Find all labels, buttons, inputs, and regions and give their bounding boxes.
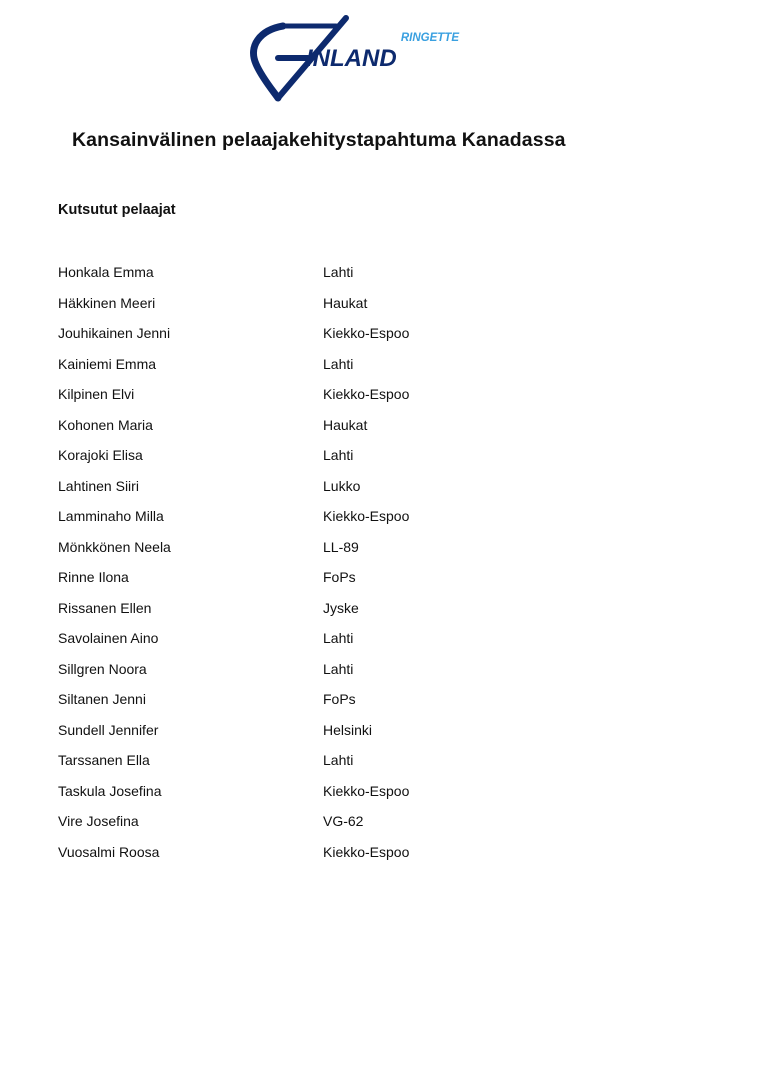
player-club: Lahti xyxy=(323,630,354,646)
list-item xyxy=(58,782,618,813)
list-item xyxy=(58,446,618,477)
player-name: Lahtinen Siiri xyxy=(58,477,139,494)
list-item xyxy=(58,690,618,721)
logo-small-text: RINGETTE xyxy=(400,32,459,44)
player-name: Mönkkönen Neela xyxy=(58,538,171,555)
player-club: Haukat xyxy=(323,294,368,311)
player-name: Siltanen Jenni xyxy=(58,691,146,707)
player-name: Vire Josefina xyxy=(58,813,139,829)
player-club: Lukko xyxy=(323,477,361,494)
player-club: VG-62 xyxy=(323,813,364,829)
list-item xyxy=(58,355,618,386)
player-name: Häkkinen Meeri xyxy=(58,294,156,311)
list-item xyxy=(58,812,618,843)
player-club: Lahti xyxy=(323,355,354,372)
list-item xyxy=(58,385,618,416)
section-subtitle: Kutsutut pelaajat xyxy=(58,202,176,218)
player-club: Haukat xyxy=(323,416,368,433)
list-item xyxy=(58,843,618,874)
player-list xyxy=(58,263,618,873)
player-club: Kiekko-Espoo xyxy=(323,508,410,524)
list-item xyxy=(58,477,618,508)
player-name: Tarssanen Ella xyxy=(58,752,150,768)
player-name: Taskula Josefina xyxy=(58,782,162,799)
player-club: Kiekko-Espoo xyxy=(323,843,410,860)
list-item xyxy=(58,324,618,355)
player-club: LL-89 xyxy=(323,538,359,555)
player-club: Lahti xyxy=(323,660,354,677)
player-club: Jyske xyxy=(323,599,359,616)
list-item xyxy=(58,599,618,630)
player-club: Lahti xyxy=(323,752,354,768)
player-club: Helsinki xyxy=(323,721,373,738)
player-name: Sundell Jennifer xyxy=(58,721,159,738)
list-item xyxy=(58,721,618,752)
player-club: Lahti xyxy=(323,264,354,280)
player-club: Kiekko-Espoo xyxy=(323,325,410,341)
player-name: Kainiemi Emma xyxy=(58,355,157,372)
player-name: Sillgren Noora xyxy=(58,660,147,677)
ringette-finland-logo xyxy=(248,14,464,104)
player-name: Rissanen Ellen xyxy=(58,599,152,616)
player-name: Kohonen Maria xyxy=(58,416,153,433)
list-item xyxy=(58,538,618,569)
player-club: FoPs xyxy=(323,691,356,707)
player-name: Korajoki Elisa xyxy=(58,447,143,463)
player-name: Kilpinen Elvi xyxy=(58,386,135,402)
list-item xyxy=(58,568,618,599)
logo-main-text: INLAND xyxy=(306,45,397,72)
player-club: Lahti xyxy=(323,447,354,463)
player-name: Honkala Emma xyxy=(58,264,154,280)
player-club: FoPs xyxy=(323,569,356,585)
list-item xyxy=(58,416,618,447)
ringette-finland-logo-icon xyxy=(248,14,464,104)
list-item xyxy=(58,294,618,325)
list-item xyxy=(58,751,618,782)
list-item xyxy=(58,507,618,538)
player-club: Kiekko-Espoo xyxy=(323,782,410,799)
player-name: Jouhikainen Jenni xyxy=(58,325,171,341)
player-name: Lamminaho Milla xyxy=(58,508,164,524)
document-title: Kansainvälinen pelaajakehitystapahtuma Kanadassa xyxy=(72,129,566,151)
player-name: Rinne Ilona xyxy=(58,569,129,585)
player-name: Savolainen Aino xyxy=(58,630,159,646)
list-item xyxy=(58,629,618,660)
player-club: Kiekko-Espoo xyxy=(323,386,410,402)
list-item xyxy=(58,263,618,294)
player-name: Vuosalmi Roosa xyxy=(58,843,160,860)
list-item xyxy=(58,660,618,691)
